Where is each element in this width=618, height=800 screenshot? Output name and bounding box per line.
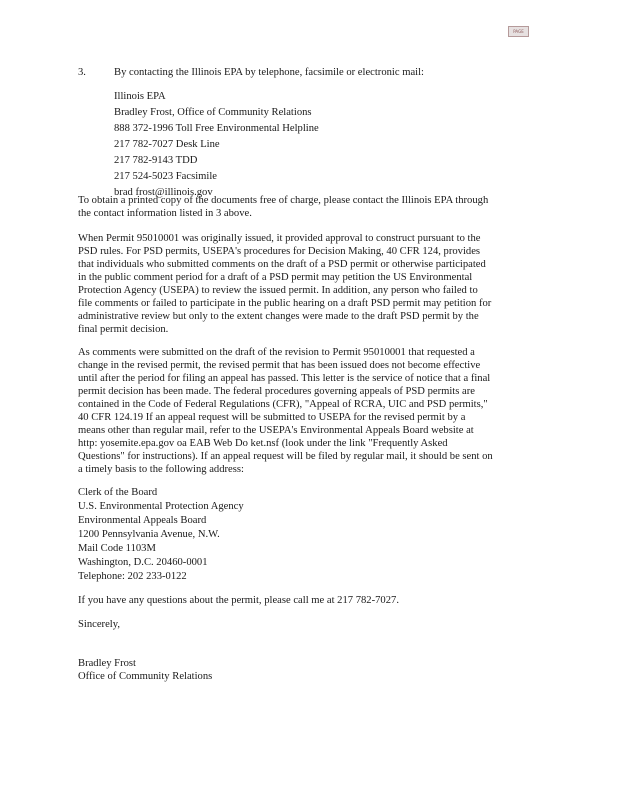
contact-line: 888 372-1996 Toll Free Environmental Helpline bbox=[114, 123, 319, 134]
paragraph-line: until after the period for filing an appeal has passed. This letter is the service of notice that a final bbox=[78, 373, 491, 384]
item-text: By contacting the Illinois EPA by telephone, facsimile or electronic mail: bbox=[114, 67, 424, 78]
paragraph-line: that individuals who submitted comments on the draft of a PSD permit or otherwise participated bbox=[78, 259, 486, 270]
paragraph-line: file comments or failed to participate in the public hearing on a draft PSD permit may petition for bbox=[78, 298, 492, 309]
contact-line: Illinois EPA bbox=[114, 91, 166, 102]
paragraph-line: Protection Agency (USEPA) to review the issued permit. In addition, any person who failed to bbox=[78, 285, 478, 296]
paragraph-line: 40 CFR 124.19 If an appeal request will be submitted to USEPA for the revised permit by a bbox=[78, 412, 466, 423]
questions-paragraph: If you have any questions about the permit, please call me at 217 782-7027. bbox=[78, 595, 399, 606]
closing: Sincerely, bbox=[78, 619, 120, 630]
address-line: 1200 Pennsylvania Avenue, N.W. bbox=[78, 529, 220, 540]
paragraph-line: PSD rules. For PSD permits, USEPA's procedures for Decision Making, 40 CFR 124, provides bbox=[78, 246, 481, 257]
paragraph-line: means other than regular mail, refer to the USEPA's Environmental Appeals Board website at bbox=[78, 425, 474, 436]
paragraph-line: change in the revised permit, the revised permit that has been issued does not become effective bbox=[78, 360, 481, 371]
address-line: Washington, D.C. 20460-0001 bbox=[78, 557, 208, 568]
address-line: Environmental Appeals Board bbox=[78, 515, 207, 526]
paragraph-line: the contact information listed in 3 above. bbox=[78, 208, 252, 219]
address-line: U.S. Environmental Protection Agency bbox=[78, 501, 244, 512]
paragraph-line: http: yosemite.epa.gov oa EAB Web Do ket.nsf (look under the link "Frequently Asked bbox=[78, 438, 448, 449]
paragraph-line: contained in the Code of Federal Regulations (CFR), "Appeal of RCRA, UIC and PSD permits," bbox=[78, 399, 488, 410]
paragraph-line: When Permit 95010001 was originally issued, it provided approval to construct pursuant to the bbox=[78, 233, 481, 244]
item-number: 3. bbox=[78, 67, 86, 78]
address-line: Telephone: 202 233-0122 bbox=[78, 571, 187, 582]
signer-name: Bradley Frost bbox=[78, 658, 136, 669]
paragraph-line: permit decision has been made. The federal procedures governing appeals of PSD permits are bbox=[78, 386, 475, 397]
page-stamp: PAGE bbox=[508, 26, 529, 37]
signer-title: Office of Community Relations bbox=[78, 671, 213, 682]
paragraph-line: in the public comment period for a draft of a PSD permit may petition the US Environmental bbox=[78, 272, 473, 283]
paragraph-line: Questions" for instructions). If an appeal request will be filed by regular mail, it should be sent on bbox=[78, 451, 493, 462]
paragraph-line: To obtain a printed copy of the documents free of charge, please contact the Illinois EPA through bbox=[78, 195, 489, 206]
paragraph-line: a timely basis to the following address: bbox=[78, 464, 244, 475]
paragraph-line: administrative review but only to the extent changes were made to the draft PSD permit by the bbox=[78, 311, 479, 322]
contact-line: Bradley Frost, Office of Community Relations bbox=[114, 107, 312, 118]
address-line: Mail Code 1103M bbox=[78, 543, 156, 554]
address-line: Clerk of the Board bbox=[78, 487, 158, 498]
contact-line: 217 524-5023 Facsimile bbox=[114, 171, 217, 182]
paragraph-line: final permit decision. bbox=[78, 324, 169, 335]
contact-line: 217 782-7027 Desk Line bbox=[114, 139, 220, 150]
contact-line: 217 782-9143 TDD bbox=[114, 155, 198, 166]
contact-email: brad frost@illinois.gov bbox=[114, 187, 213, 198]
paragraph-line: As comments were submitted on the draft of the revision to Permit 95010001 that requested a bbox=[78, 347, 475, 358]
